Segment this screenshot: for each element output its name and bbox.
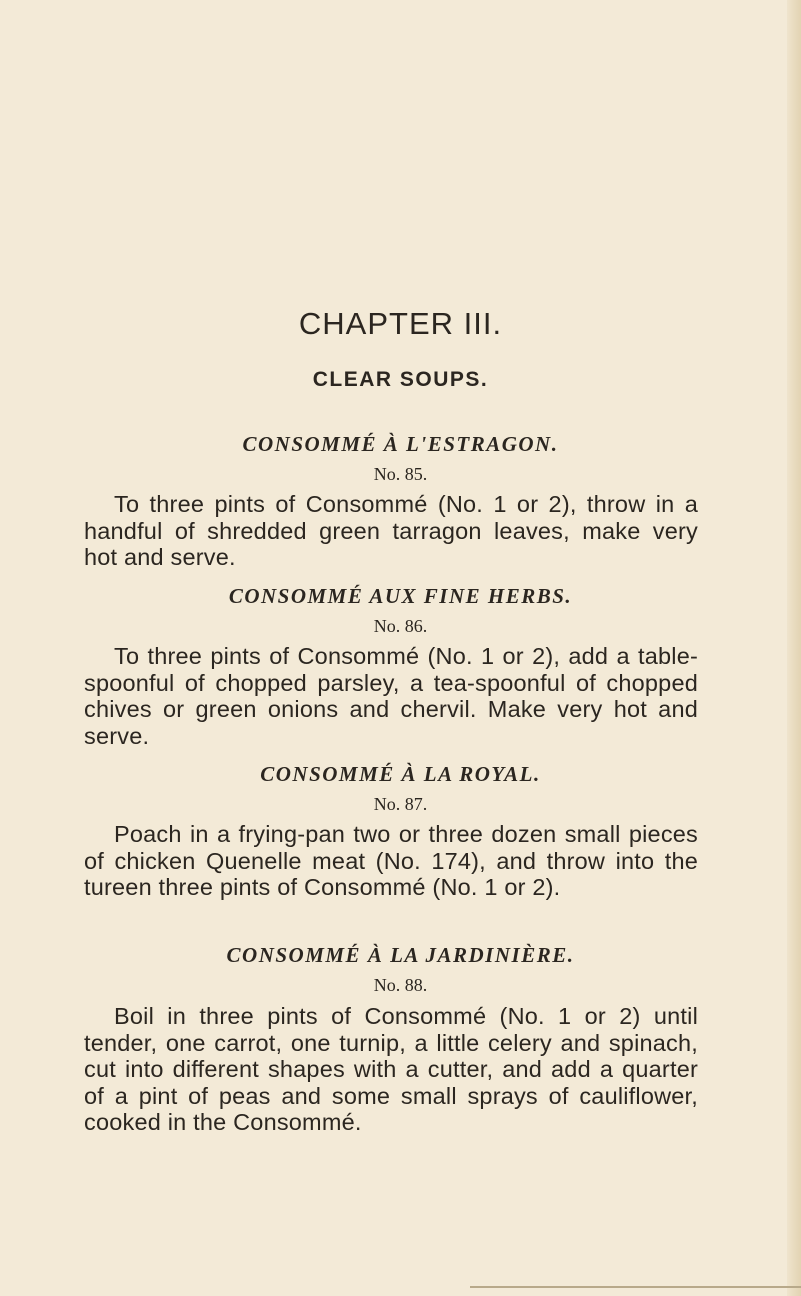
recipe-body-87: Poach in a frying-pan two or three dozen small pieces of chicken Quenelle meat (No. 174), and throw into the tureen three pints of Consommé (No. 1 or 2). — [84, 821, 698, 900]
recipe-title-85: CONSOMMÉ À L'ESTRAGON. — [242, 432, 559, 456]
recipe-body-86: To three pints of Consommé (No. 1 or 2), add a table-spoonful of chopped parsley, a tea-spoonful of chopped chives or green onions and chervil. Make very hot and serve. — [84, 643, 698, 749]
recipe-number-87: No. 87. — [373, 794, 428, 814]
page-edge — [787, 0, 801, 1296]
recipe-title-87: CONSOMMÉ À LA ROYAL. — [260, 762, 541, 786]
bottom-rule — [470, 1286, 801, 1288]
recipe-number-86: No. 86. — [373, 616, 428, 636]
recipe-body-85: To three pints of Consommé (No. 1 or 2), throw in a handful of shredded green tarragon leaves, make very hot and serve. — [84, 491, 698, 570]
section-heading: CLEAR SOUPS. — [312, 368, 489, 391]
recipe-number-88: No. 88. — [373, 975, 428, 995]
chapter-heading: CHAPTER III. — [298, 306, 503, 341]
recipe-title-86: CONSOMMÉ AUX FINE HERBS. — [228, 584, 573, 608]
recipe-number-85: No. 85. — [373, 464, 428, 484]
recipe-title-88: CONSOMMÉ À LA JARDINIÈRE. — [226, 943, 575, 967]
recipe-body-88: Boil in three pints of Consommé (No. 1 or 2) until tender, one carrot, one turnip, a little celery and spinach, cut into different shapes with a cutter, and add a quarter of a pint of peas and some small sprays of cauliflower, cooked in the Consommé. — [84, 1003, 698, 1135]
